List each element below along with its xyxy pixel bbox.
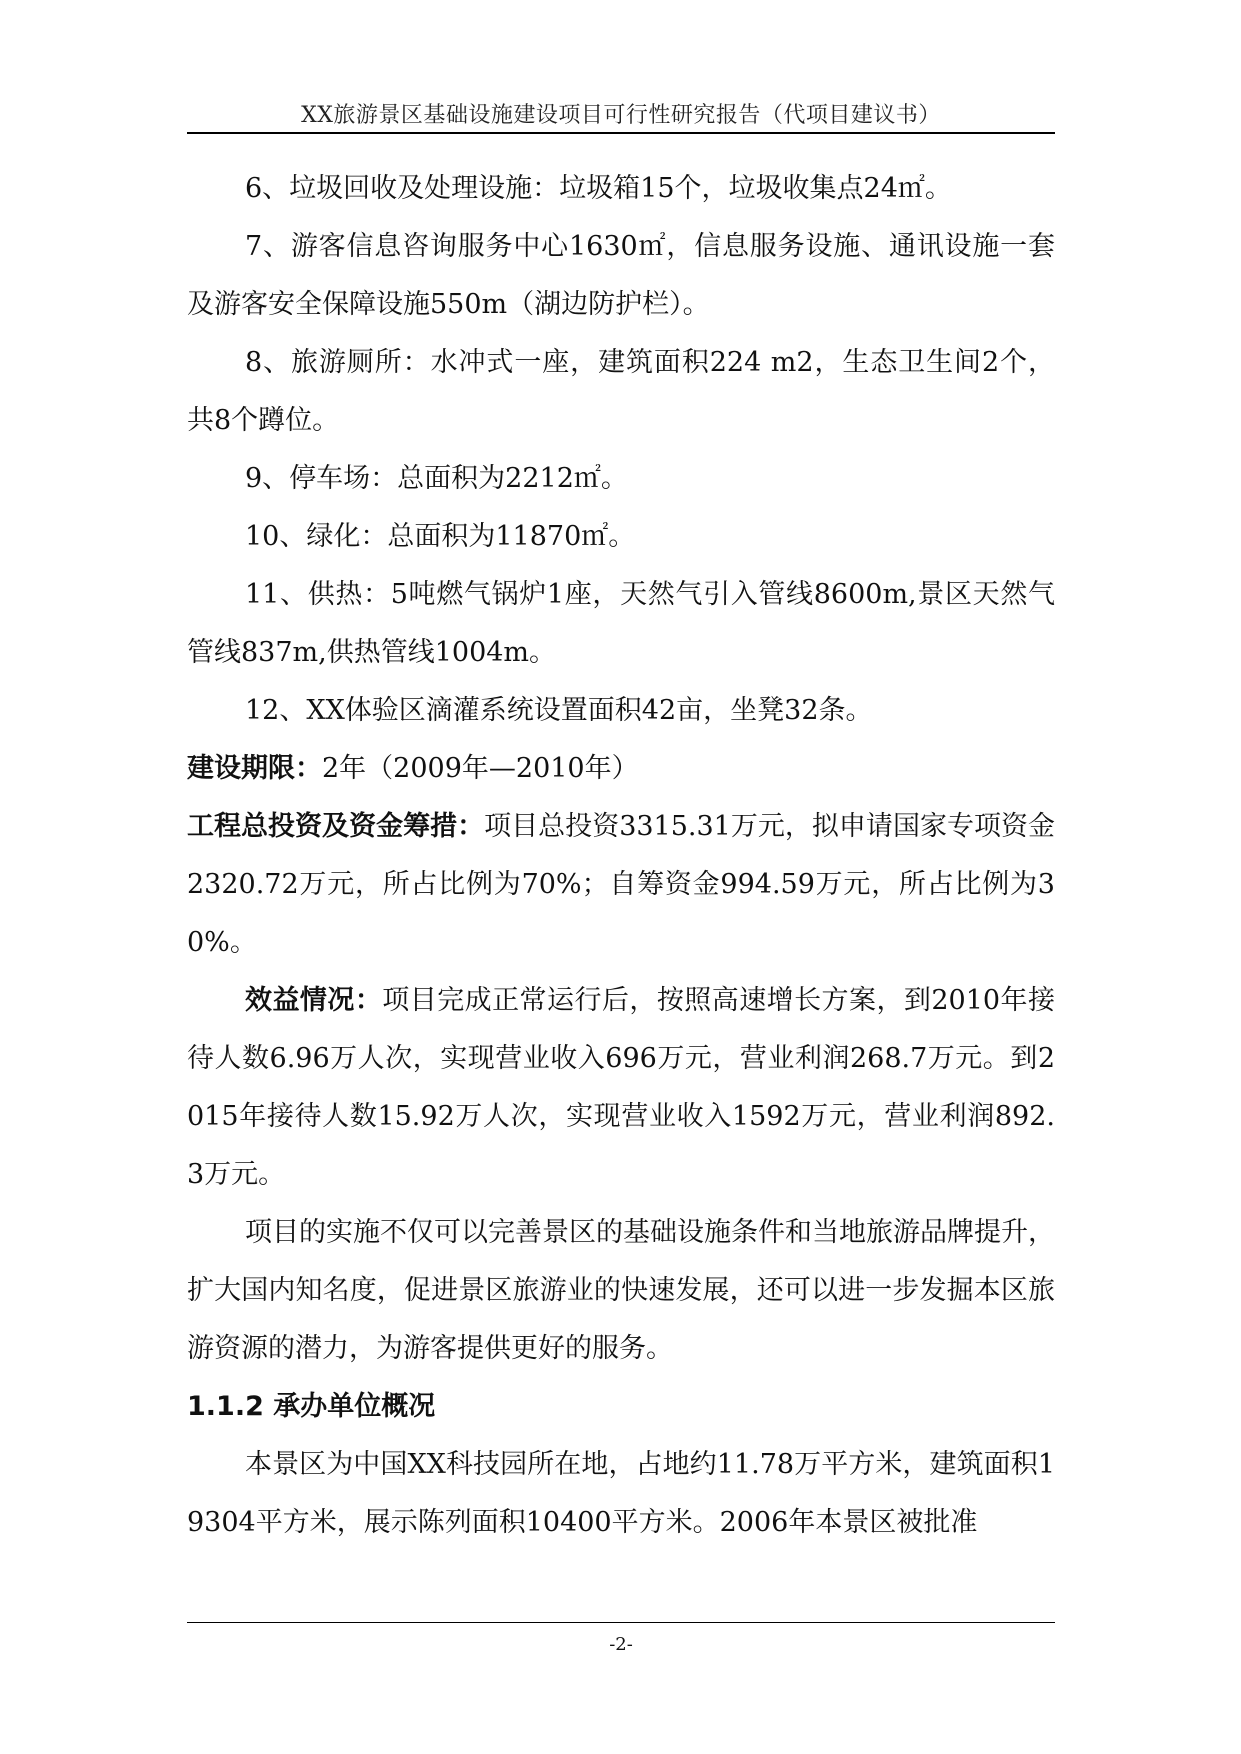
benefit-text: 项目完成正常运行后，按照高速增长方案，到2010年接待人数6.96万人次，实现营业收入696万元，营业利润268.7万元。到2015年接待人数15.92万人次，实现营业收入1592万元，营业利润892.3万元。	[187, 985, 1056, 1190]
section-title: 承办单位概况	[273, 1391, 436, 1422]
construction-period	[187, 740, 1055, 798]
item-11-heating: 11、供热：5吨燃气锅炉1座，天然气引入管线8600m,景区天然气管线837m,供热管线1004m。	[187, 579, 1055, 668]
benefit-label: 效益情况：	[245, 985, 383, 1016]
page-header: XX旅游景区基础设施建设项目可行性研究报告（代项目建议书）	[301, 103, 941, 128]
benefit-paragraph	[187, 972, 1055, 1204]
item-10-greening: 10、绿化：总面积为11870㎡。	[245, 521, 636, 552]
section-paragraph: 本景区为中国XX科技园所在地，占地约11.78万平方米，建筑面积19304平方米，展示陈列面积10400平方米。2006年本景区被批准	[187, 1449, 1055, 1538]
section-number: 1.1.2	[187, 1391, 264, 1422]
item-7-visitor-center: 7、游客信息咨询服务中心1630㎡，信息服务设施、通讯设施一套及游客安全保障设施550m（湖边防护栏）。	[187, 231, 1055, 320]
section-heading	[187, 1378, 1055, 1436]
investment-label: 工程总投资及资金筹措：	[187, 811, 485, 842]
item-9-parking: 9、停车场：总面积为2212㎡。	[245, 463, 628, 494]
investment-text: 项目总投资3315.31万元，拟申请国家专项资金2320.72万元，所占比例为70%；自筹资金994.59万元，所占比例为30%。	[187, 811, 1056, 958]
item-8-toilets: 8、旅游厕所：水冲式一座，建筑面积224 m2，生态卫生间2个，共8个蹲位。	[187, 347, 1055, 436]
item-6-garbage: 6、垃圾回收及处理设施：垃圾箱15个，垃圾收集点24㎡。	[245, 173, 952, 204]
document-body	[187, 160, 1055, 1552]
construction-period-label: 建设期限：	[187, 753, 322, 784]
item-12-irrigation: 12、XX体验区滴灌系统设置面积42亩，坐凳32条。	[245, 695, 873, 726]
header-divider	[187, 132, 1055, 134]
footer-divider	[187, 1622, 1055, 1623]
conclusion-paragraph: 项目的实施不仅可以完善景区的基础设施条件和当地旅游品牌提升，扩大国内知名度，促进景区旅游业的快速发展，还可以进一步发掘本区旅游资源的潜力，为游客提供更好的服务。	[187, 1217, 1055, 1364]
investment-paragraph	[187, 798, 1055, 972]
page-number: -2-	[609, 1634, 633, 1655]
construction-period-text: 2年（2009年—2010年）	[322, 753, 639, 784]
